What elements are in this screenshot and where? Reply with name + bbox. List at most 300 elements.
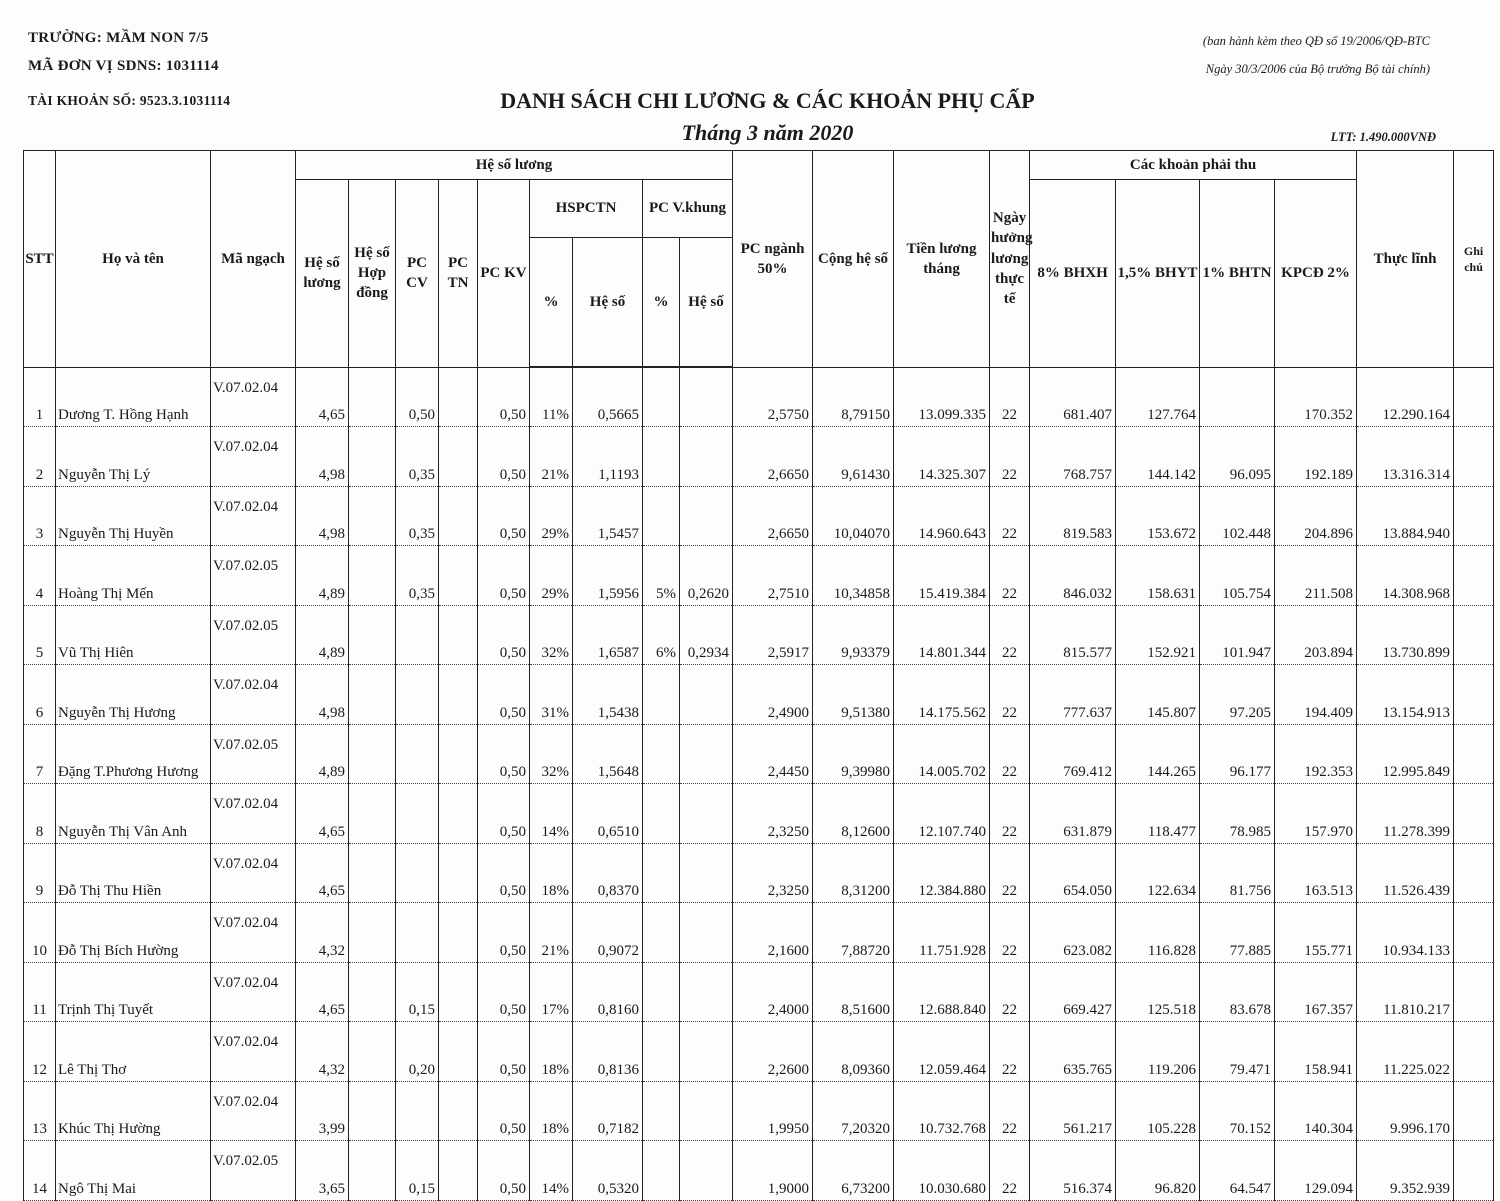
cell-nganh: 2,3250	[733, 843, 813, 903]
cell-hsl: 4,65	[296, 367, 349, 427]
cell-name: Trịnh Thị Tuyết	[56, 962, 211, 1022]
cell-hsl: 4,98	[296, 486, 349, 546]
cell-bhyt: 152.921	[1116, 605, 1200, 665]
cell-ghi	[1454, 427, 1494, 487]
cell-tn	[439, 1141, 478, 1201]
cell-vk-pct	[643, 843, 680, 903]
col-ngay: Ngày hưởng lương thực tế	[990, 151, 1030, 368]
cell-thuc: 13.884.940	[1357, 486, 1454, 546]
cell-kv: 0,50	[478, 427, 530, 487]
cell-cv: 0,15	[396, 962, 439, 1022]
cell-tn-pct: 32%	[530, 605, 573, 665]
cell-hsl: 4,65	[296, 962, 349, 1022]
cell-kv: 0,50	[478, 903, 530, 963]
cell-code: V.07.02.05	[211, 605, 296, 665]
cell-thuc: 12.290.164	[1357, 367, 1454, 427]
cell-tn-hs: 0,8370	[573, 843, 643, 903]
cell-vk-pct: 6%	[643, 605, 680, 665]
cell-bhxh: 654.050	[1030, 843, 1116, 903]
cell-ghi	[1454, 1141, 1494, 1201]
cell-bhyt: 144.265	[1116, 724, 1200, 784]
cell-hd	[349, 427, 396, 487]
cell-tn-hs: 1,5457	[573, 486, 643, 546]
cell-bhtn: 70.152	[1200, 1081, 1275, 1141]
cell-hd	[349, 903, 396, 963]
cell-tn-hs: 1,6587	[573, 605, 643, 665]
cell-nganh: 1,9950	[733, 1081, 813, 1141]
cell-ngay: 22	[990, 962, 1030, 1022]
cell-ghi	[1454, 724, 1494, 784]
cell-tn-hs: 1,5438	[573, 665, 643, 725]
cell-code: V.07.02.04	[211, 427, 296, 487]
cell-thuc: 11.278.399	[1357, 784, 1454, 844]
cell-stt: 9	[24, 843, 56, 903]
cell-thuc: 13.154.913	[1357, 665, 1454, 725]
cell-cong: 9,93379	[813, 605, 894, 665]
cell-stt: 10	[24, 903, 56, 963]
cell-ngay: 22	[990, 724, 1030, 784]
cell-tn-hs: 0,8136	[573, 1022, 643, 1082]
cell-tn-hs: 1,5956	[573, 546, 643, 606]
cell-bhtn: 105.754	[1200, 546, 1275, 606]
cell-bhxh: 819.583	[1030, 486, 1116, 546]
cell-code: V.07.02.04	[211, 1081, 296, 1141]
cell-nganh: 2,6650	[733, 486, 813, 546]
cell-name: Đặng T.Phương Hương	[56, 724, 211, 784]
cell-kpcd: 167.357	[1275, 962, 1357, 1022]
cell-nganh: 2,1600	[733, 903, 813, 963]
col-hop-dong: Hệ số Hợp đồng	[349, 180, 396, 368]
cell-bhtn: 64.547	[1200, 1141, 1275, 1201]
cell-kpcd: 192.353	[1275, 724, 1357, 784]
cell-tn	[439, 784, 478, 844]
col-code: Mã ngạch	[211, 151, 296, 368]
cell-code: V.07.02.04	[211, 367, 296, 427]
cell-tn	[439, 486, 478, 546]
cell-bhxh: 623.082	[1030, 903, 1116, 963]
cell-code: V.07.02.04	[211, 962, 296, 1022]
cell-luong: 14.005.702	[894, 724, 990, 784]
cell-bhyt: 127.764	[1116, 367, 1200, 427]
cell-name: Dương T. Hồng Hạnh	[56, 367, 211, 427]
cell-tn	[439, 962, 478, 1022]
cell-ngay: 22	[990, 665, 1030, 725]
col-group-phai-thu: Các khoản phải thu	[1030, 151, 1357, 180]
cell-ghi	[1454, 1022, 1494, 1082]
cell-stt: 11	[24, 962, 56, 1022]
col-tien-luong: Tiền lương tháng	[894, 151, 990, 368]
cell-kpcd: 158.941	[1275, 1022, 1357, 1082]
cell-cv: 0,35	[396, 546, 439, 606]
cell-kv: 0,50	[478, 367, 530, 427]
cell-vk-hs	[680, 1141, 733, 1201]
cell-bhyt: 144.142	[1116, 427, 1200, 487]
cell-cong: 8,79150	[813, 367, 894, 427]
cell-ghi	[1454, 486, 1494, 546]
document-title: DANH SÁCH CHI LƯƠNG & CÁC KHOẢN PHỤ CẤP	[500, 88, 1035, 113]
cell-tn	[439, 367, 478, 427]
cell-stt: 4	[24, 546, 56, 606]
cell-ghi	[1454, 367, 1494, 427]
cell-nganh: 2,4900	[733, 665, 813, 725]
cell-kv: 0,50	[478, 546, 530, 606]
cell-thuc: 9.996.170	[1357, 1081, 1454, 1141]
cell-code: V.07.02.05	[211, 546, 296, 606]
cell-cv: 0,15	[396, 1141, 439, 1201]
cell-kpcd: 170.352	[1275, 367, 1357, 427]
col-kpcd: KPCĐ 2%	[1275, 180, 1357, 368]
cell-tn	[439, 546, 478, 606]
cell-hsl: 4,98	[296, 427, 349, 487]
cell-vk-hs	[680, 784, 733, 844]
cell-bhxh: 635.765	[1030, 1022, 1116, 1082]
cell-ngay: 22	[990, 367, 1030, 427]
cell-ngay: 22	[990, 1141, 1030, 1201]
cell-code: V.07.02.04	[211, 486, 296, 546]
cell-luong: 12.384.880	[894, 843, 990, 903]
cell-stt: 12	[24, 1022, 56, 1082]
cell-tn-hs: 0,9072	[573, 903, 643, 963]
cell-thuc: 11.225.022	[1357, 1022, 1454, 1082]
cell-tn-pct: 14%	[530, 1141, 573, 1201]
cell-tn-pct: 18%	[530, 1081, 573, 1141]
cell-ngay: 22	[990, 784, 1030, 844]
cell-thuc: 9.352.939	[1357, 1141, 1454, 1201]
cell-bhxh: 681.407	[1030, 367, 1116, 427]
cell-hd	[349, 605, 396, 665]
cell-ghi	[1454, 665, 1494, 725]
cell-vk-hs	[680, 903, 733, 963]
cell-name: Vũ Thị Hiên	[56, 605, 211, 665]
cell-luong: 12.107.740	[894, 784, 990, 844]
col-bhxh: 8% BHXH	[1030, 180, 1116, 368]
table-row	[24, 605, 1494, 665]
cell-cv: 0,20	[396, 1022, 439, 1082]
cell-vk-pct	[643, 486, 680, 546]
table-row	[24, 724, 1494, 784]
cell-cong: 8,09360	[813, 1022, 894, 1082]
cell-name: Ngô Thị Mai	[56, 1141, 211, 1201]
cell-kpcd: 192.189	[1275, 427, 1357, 487]
cell-vk-pct	[643, 665, 680, 725]
cell-luong: 11.751.928	[894, 903, 990, 963]
cell-thuc: 10.934.133	[1357, 903, 1454, 963]
cell-cv	[396, 665, 439, 725]
cell-cv	[396, 843, 439, 903]
cell-tn-hs: 0,7182	[573, 1081, 643, 1141]
cell-tn	[439, 1022, 478, 1082]
cell-name: Nguyễn Thị Huyền	[56, 486, 211, 546]
cell-bhxh: 777.637	[1030, 665, 1116, 725]
cell-thuc: 12.995.849	[1357, 724, 1454, 784]
cell-ngay: 22	[990, 1022, 1030, 1082]
col-pc-tn: PC TN	[439, 180, 478, 368]
cell-cong: 7,20320	[813, 1081, 894, 1141]
col-pc-vkhung: PC V.khung	[643, 180, 733, 238]
table-row	[24, 962, 1494, 1022]
cell-name: Nguyễn Thị Vân Anh	[56, 784, 211, 844]
cell-nganh: 2,4000	[733, 962, 813, 1022]
cell-vk-hs: 0,2934	[680, 605, 733, 665]
cell-name: Đỗ Thị Bích Hường	[56, 903, 211, 963]
table-row	[24, 665, 1494, 725]
cell-bhyt: 105.228	[1116, 1081, 1200, 1141]
cell-code: V.07.02.04	[211, 1022, 296, 1082]
cell-cv: 0,35	[396, 486, 439, 546]
cell-vk-hs: 0,2620	[680, 546, 733, 606]
cell-hd	[349, 486, 396, 546]
cell-bhxh: 516.374	[1030, 1141, 1116, 1201]
cell-tn-hs: 1,1193	[573, 427, 643, 487]
cell-bhxh: 815.577	[1030, 605, 1116, 665]
cell-vk-pct	[643, 1141, 680, 1201]
col-he-so-luong: Hệ số lương	[296, 180, 349, 368]
cell-vk-pct: 5%	[643, 546, 680, 606]
cell-cv	[396, 903, 439, 963]
cell-bhyt: 96.820	[1116, 1141, 1200, 1201]
cell-hsl: 4,98	[296, 665, 349, 725]
col-name: Họ và tên	[56, 151, 211, 368]
cell-hd	[349, 1022, 396, 1082]
cell-hd	[349, 546, 396, 606]
cell-name: Nguyễn Thị Lý	[56, 427, 211, 487]
cell-bhyt: 125.518	[1116, 962, 1200, 1022]
cell-cong: 9,61430	[813, 427, 894, 487]
cell-cong: 8,51600	[813, 962, 894, 1022]
cell-tn-pct: 29%	[530, 546, 573, 606]
cell-name: Đỗ Thị Thu Hiền	[56, 843, 211, 903]
cell-tn-pct: 31%	[530, 665, 573, 725]
cell-vk-pct	[643, 367, 680, 427]
table-row	[24, 903, 1494, 963]
cell-cong: 9,51380	[813, 665, 894, 725]
cell-bhtn: 102.448	[1200, 486, 1275, 546]
cell-vk-pct	[643, 724, 680, 784]
col-group-he-so-luong: Hệ số lương	[296, 151, 733, 180]
decree-line-2: Ngày 30/3/2006 của Bộ trưởng Bộ tài chính)	[1205, 62, 1430, 76]
cell-ghi	[1454, 843, 1494, 903]
cell-tn	[439, 605, 478, 665]
cell-thuc: 13.730.899	[1357, 605, 1454, 665]
cell-luong: 12.688.840	[894, 962, 990, 1022]
cell-kv: 0,50	[478, 605, 530, 665]
cell-cong: 8,12600	[813, 784, 894, 844]
cell-stt: 13	[24, 1081, 56, 1141]
cell-ngay: 22	[990, 427, 1030, 487]
cell-stt: 7	[24, 724, 56, 784]
cell-vk-hs	[680, 665, 733, 725]
cell-code: V.07.02.05	[211, 1141, 296, 1201]
cell-ngay: 22	[990, 605, 1030, 665]
cell-bhtn: 97.205	[1200, 665, 1275, 725]
cell-name: Hoàng Thị Mến	[56, 546, 211, 606]
cell-tn-hs: 0,5320	[573, 1141, 643, 1201]
cell-code: V.07.02.04	[211, 903, 296, 963]
cell-hsl: 4,32	[296, 1022, 349, 1082]
cell-bhtn: 101.947	[1200, 605, 1275, 665]
cell-kv: 0,50	[478, 486, 530, 546]
cell-kv: 0,50	[478, 962, 530, 1022]
table-row	[24, 784, 1494, 844]
cell-bhyt: 119.206	[1116, 1022, 1200, 1082]
table-row	[24, 1141, 1494, 1201]
cell-ghi	[1454, 605, 1494, 665]
cell-luong: 14.801.344	[894, 605, 990, 665]
cell-hsl: 3,99	[296, 1081, 349, 1141]
cell-cv	[396, 724, 439, 784]
cell-kv: 0,50	[478, 665, 530, 725]
cell-bhtn: 96.177	[1200, 724, 1275, 784]
cell-bhyt: 153.672	[1116, 486, 1200, 546]
cell-thuc: 11.810.217	[1357, 962, 1454, 1022]
cell-stt: 14	[24, 1141, 56, 1201]
cell-tn-hs: 1,5648	[573, 724, 643, 784]
cell-code: V.07.02.04	[211, 843, 296, 903]
cell-bhyt: 122.634	[1116, 843, 1200, 903]
col-pc-cv: PC CV	[396, 180, 439, 368]
cell-ngay: 22	[990, 486, 1030, 546]
cell-name: Nguyễn Thị Hương	[56, 665, 211, 725]
cell-cv	[396, 784, 439, 844]
cell-hd	[349, 843, 396, 903]
cell-tn	[439, 724, 478, 784]
cell-name: Khúc Thị Hường	[56, 1081, 211, 1141]
cell-kpcd: 155.771	[1275, 903, 1357, 963]
cell-kv: 0,50	[478, 1022, 530, 1082]
cell-tn	[439, 427, 478, 487]
table-row	[24, 427, 1494, 487]
cell-luong: 10.030.680	[894, 1141, 990, 1201]
col-bhtn: 1% BHTN	[1200, 180, 1275, 368]
payroll-table	[23, 150, 1494, 1201]
cell-bhtn: 83.678	[1200, 962, 1275, 1022]
col-hspctn-pct: %	[530, 238, 573, 368]
cell-bhxh: 846.032	[1030, 546, 1116, 606]
cell-kpcd: 129.094	[1275, 1141, 1357, 1201]
cell-vk-hs	[680, 962, 733, 1022]
cell-tn-pct: 18%	[530, 843, 573, 903]
cell-cong: 9,39980	[813, 724, 894, 784]
cell-code: V.07.02.04	[211, 665, 296, 725]
cell-nganh: 2,7510	[733, 546, 813, 606]
cell-kpcd: 157.970	[1275, 784, 1357, 844]
cell-vk-hs	[680, 843, 733, 903]
cell-cv: 0,35	[396, 427, 439, 487]
account-number: TÀI KHOẢN SỐ: 9523.3.1031114	[28, 93, 231, 108]
cell-kv: 0,50	[478, 843, 530, 903]
cell-bhtn: 79.471	[1200, 1022, 1275, 1082]
cell-vk-pct	[643, 427, 680, 487]
cell-bhyt: 158.631	[1116, 546, 1200, 606]
cell-cong: 8,31200	[813, 843, 894, 903]
col-hspctn-he-so: Hệ số	[573, 238, 643, 368]
cell-ngay: 22	[990, 1081, 1030, 1141]
cell-nganh: 2,3250	[733, 784, 813, 844]
school-name: TRƯỜNG: MẦM NON 7/5	[28, 30, 209, 46]
cell-tn-pct: 18%	[530, 1022, 573, 1082]
cell-luong: 13.099.335	[894, 367, 990, 427]
cell-hd	[349, 784, 396, 844]
cell-luong: 15.419.384	[894, 546, 990, 606]
cell-bhtn: 77.885	[1200, 903, 1275, 963]
table-row	[24, 486, 1494, 546]
cell-kv: 0,50	[478, 1141, 530, 1201]
cell-thuc: 13.316.314	[1357, 427, 1454, 487]
table-row	[24, 1022, 1494, 1082]
cell-tn-pct: 32%	[530, 724, 573, 784]
cell-bhxh: 631.879	[1030, 784, 1116, 844]
cell-hd	[349, 962, 396, 1022]
cell-kv: 0,50	[478, 784, 530, 844]
col-hspctn: HSPCTN	[530, 180, 643, 238]
cell-stt: 8	[24, 784, 56, 844]
cell-kpcd: 211.508	[1275, 546, 1357, 606]
cell-thuc: 14.308.968	[1357, 546, 1454, 606]
cell-bhtn: 78.985	[1200, 784, 1275, 844]
cell-tn-pct: 21%	[530, 427, 573, 487]
cell-hsl: 3,65	[296, 1141, 349, 1201]
cell-nganh: 2,5917	[733, 605, 813, 665]
cell-stt: 2	[24, 427, 56, 487]
cell-vk-pct	[643, 1081, 680, 1141]
col-vkhung-pct: %	[643, 238, 680, 368]
cell-ghi	[1454, 962, 1494, 1022]
cell-vk-hs	[680, 427, 733, 487]
cell-stt: 1	[24, 367, 56, 427]
table-row	[24, 843, 1494, 903]
cell-stt: 5	[24, 605, 56, 665]
cell-kpcd: 194.409	[1275, 665, 1357, 725]
cell-ghi	[1454, 784, 1494, 844]
cell-luong: 14.175.562	[894, 665, 990, 725]
cell-cv	[396, 1081, 439, 1141]
cell-ghi	[1454, 903, 1494, 963]
cell-cong: 10,04070	[813, 486, 894, 546]
cell-cong: 10,34858	[813, 546, 894, 606]
cell-cv: 0,50	[396, 367, 439, 427]
col-thuc-linh: Thực lĩnh	[1357, 151, 1454, 368]
cell-bhxh: 669.427	[1030, 962, 1116, 1022]
cell-bhtn: 96.095	[1200, 427, 1275, 487]
cell-vk-pct	[643, 784, 680, 844]
document-subtitle: Tháng 3 năm 2020	[681, 120, 854, 145]
cell-nganh: 2,5750	[733, 367, 813, 427]
cell-ngay: 22	[990, 903, 1030, 963]
cell-tn	[439, 903, 478, 963]
cell-nganh: 1,9000	[733, 1141, 813, 1201]
cell-vk-pct	[643, 1022, 680, 1082]
col-cong-he-so: Cộng hệ số	[813, 151, 894, 368]
cell-stt: 3	[24, 486, 56, 546]
cell-hsl: 4,65	[296, 784, 349, 844]
cell-kpcd: 140.304	[1275, 1081, 1357, 1141]
col-pc-kv: PC KV	[478, 180, 530, 368]
cell-thuc: 11.526.439	[1357, 843, 1454, 903]
cell-tn-hs: 0,8160	[573, 962, 643, 1022]
col-pc-nganh: PC ngành 50%	[733, 151, 813, 368]
cell-hsl: 4,89	[296, 724, 349, 784]
cell-kpcd: 204.896	[1275, 486, 1357, 546]
payroll-rows	[24, 367, 1494, 1200]
cell-tn	[439, 1081, 478, 1141]
cell-hd	[349, 1081, 396, 1141]
cell-tn-pct: 14%	[530, 784, 573, 844]
cell-vk-hs	[680, 367, 733, 427]
cell-bhxh: 769.412	[1030, 724, 1116, 784]
cell-tn-hs: 0,5665	[573, 367, 643, 427]
cell-vk-hs	[680, 724, 733, 784]
cell-ghi	[1454, 1081, 1494, 1141]
